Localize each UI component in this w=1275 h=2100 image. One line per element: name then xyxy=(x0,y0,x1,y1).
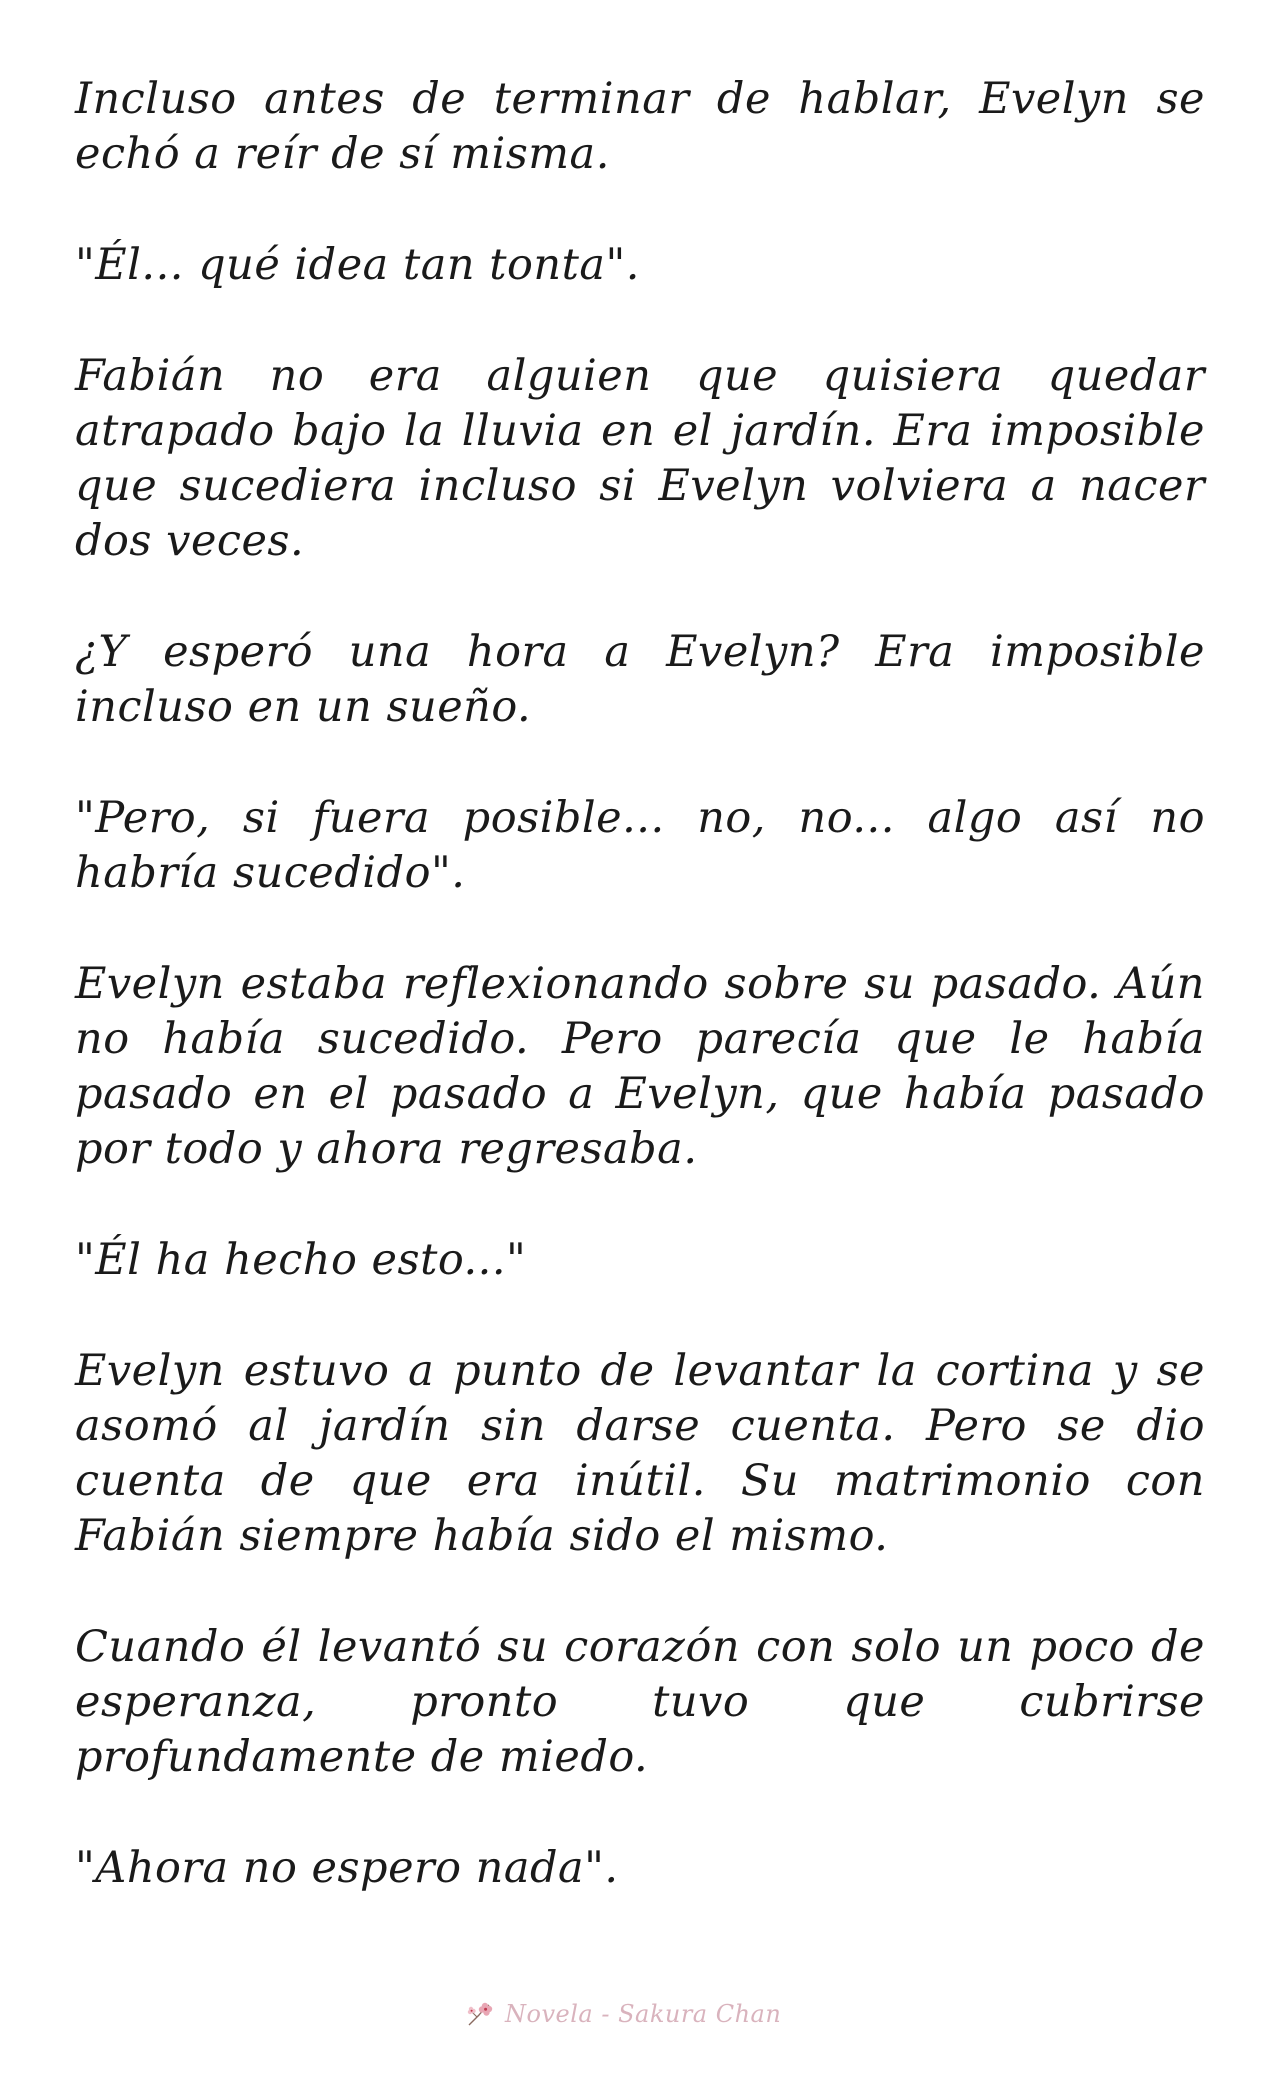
paragraph: ¿Y esperó una hora a Evelyn? Era imposible incluso en un sueño. xyxy=(75,627,1205,732)
paragraph: Fabián no era alguien que quisiera quedar atrapado bajo la lluvia en el jardín. Era imposible que sucediera incluso si Evelyn volviera a nacer dos veces. xyxy=(75,351,1205,566)
paragraph: "Pero, si fuera posible... no, no... algo así no habría sucedido". xyxy=(75,793,1205,898)
watermark-text: Novela - Sakura Chan xyxy=(505,2000,782,2028)
paragraph: Evelyn estaba reflexionando sobre su pasado. Aún no había sucedido. Pero parecía que le había pasado en el pasado a Evelyn, que había pasado por todo y ahora regresaba. xyxy=(75,959,1205,1174)
sakura-blossom-icon xyxy=(463,1997,497,2031)
paragraph: "Él... qué idea tan tonta". xyxy=(75,240,640,290)
watermark xyxy=(463,1994,781,2034)
paragraph: "Ahora no espero nada". xyxy=(75,1843,619,1893)
novel-page-text xyxy=(75,72,1205,1896)
paragraph: Cuando él levantó su corazón con solo un poco de esperanza, pronto tuvo que cubrirse profundamente de miedo. xyxy=(75,1622,1205,1782)
paragraph: Incluso antes de terminar de hablar, Evelyn se echó a reír de sí misma. xyxy=(75,74,1205,179)
paragraph: Evelyn estuvo a punto de levantar la cortina y se asomó al jardín sin darse cuenta. Pero se dio cuenta de que era inútil. Su matrimonio con Fabián siempre había sido el mismo. xyxy=(75,1346,1205,1561)
paragraph: "Él ha hecho esto..." xyxy=(75,1235,527,1285)
